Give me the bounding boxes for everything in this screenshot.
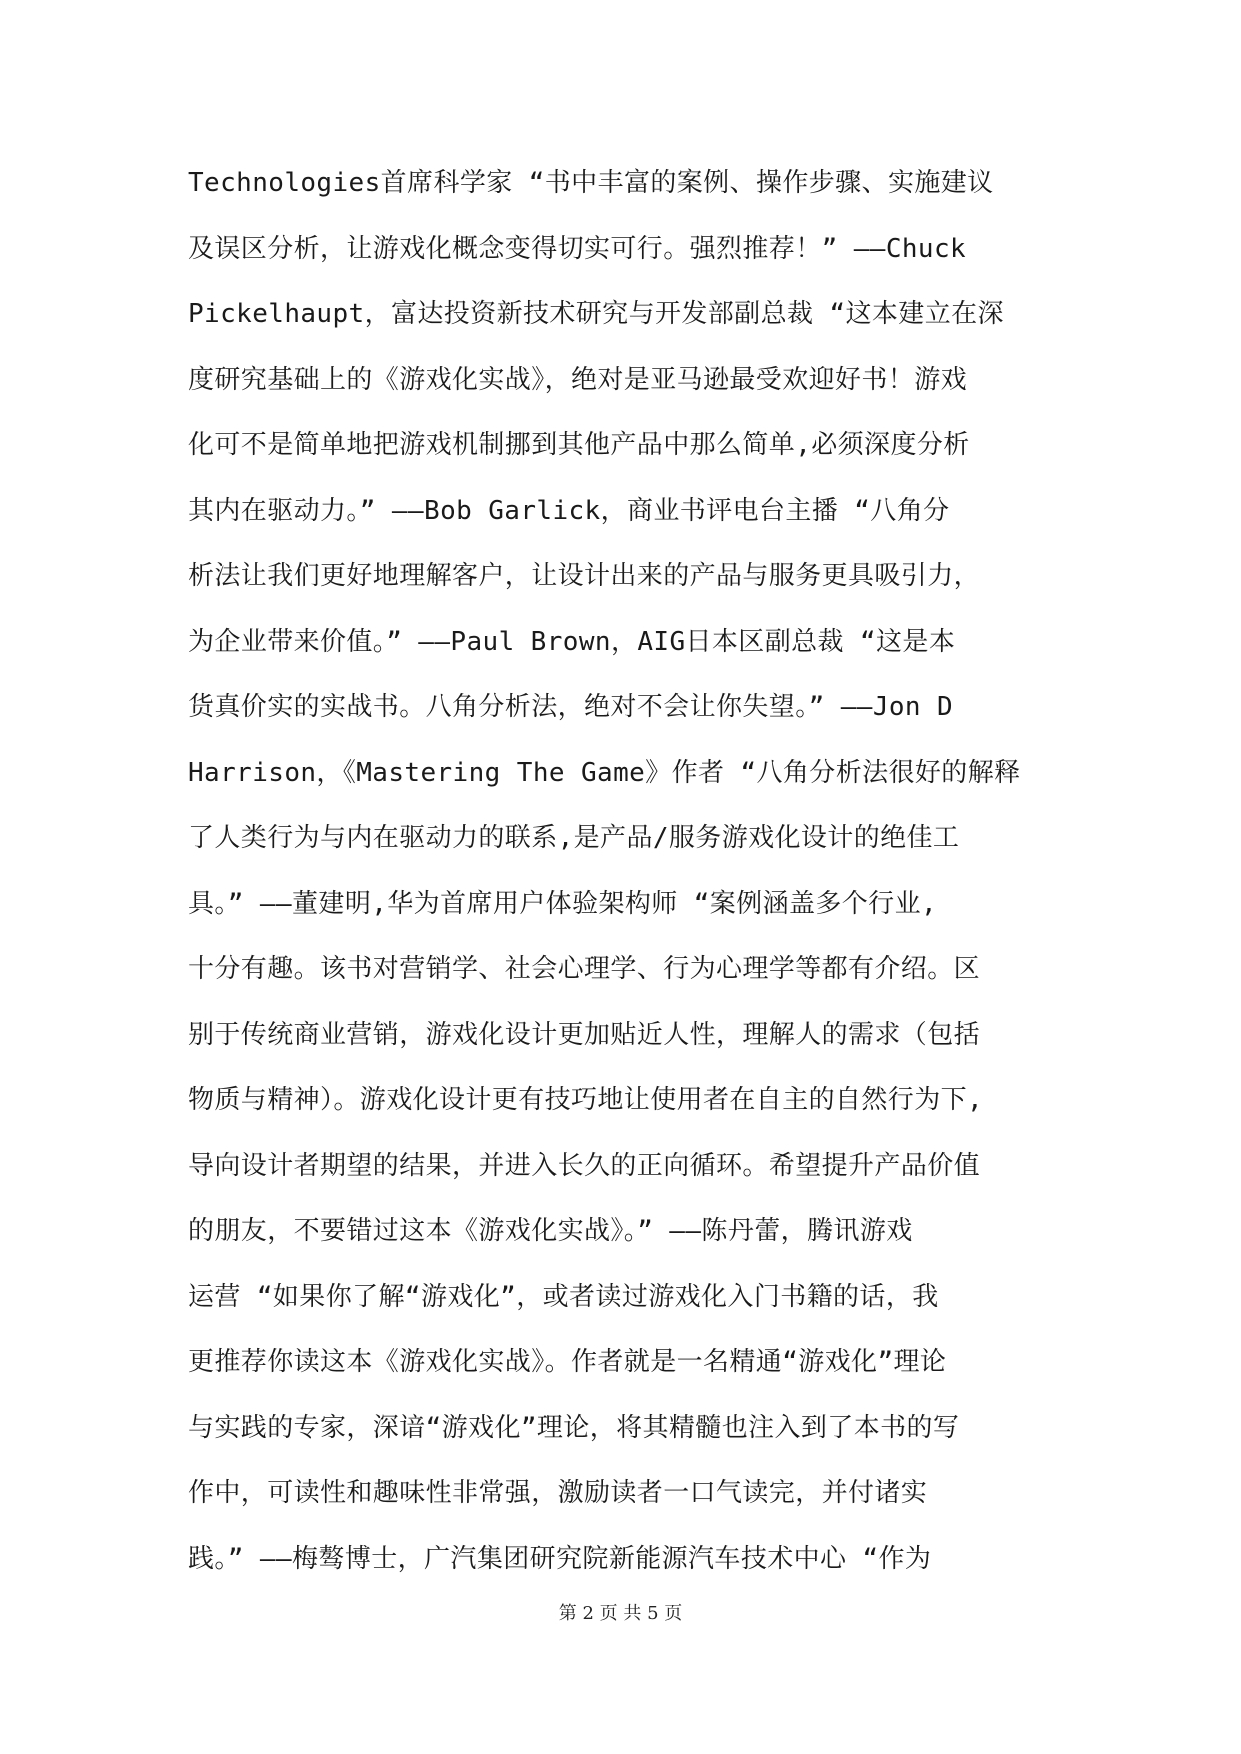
text-line: 物质与精神）。游戏化设计更有技巧地让使用者在自主的自然行为下, [188, 1085, 984, 1115]
text-line: 为企业带来价值。” ——Paul Brown，AIG日本区副总裁 “这是本 [188, 626, 956, 657]
text-line: 别于传统商业营销，游戏化设计更加贴近人性，理解人的需求（包括 [188, 1019, 981, 1050]
text-line: 货真价实的实战书。八角分析法，绝对不会让你失望。” ——Jon D [188, 692, 954, 722]
page-number-footer: 第 2 页 共 5 页 [558, 1603, 683, 1624]
text-line: 了人类行为与内在驱动力的联系,是产品/服务游戏化设计的绝佳工 [188, 823, 960, 853]
text-line: 度研究基础上的《游戏化实战》，绝对是亚马逊最受欢迎好书！游戏 [188, 364, 968, 395]
text-line: 作中，可读性和趣味性非常强，激励读者一口气读完，并付诸实 [188, 1478, 928, 1508]
text-line: 十分有趣。该书对营销学、社会心理学、行为心理学等都有介绍。区 [188, 954, 981, 984]
text-line: 导向设计者期望的结果，并进入长久的正向循环。希望提升产品价值 [188, 1150, 981, 1181]
text-line: 运营 “如果你了解“游戏化”，或者读过游戏化入门书籍的话，我 [188, 1281, 939, 1312]
text-line: 及误区分析，让游戏化概念变得切实可行。强烈推荐！” ——Chuck [188, 233, 967, 264]
text-line: 更推荐你读这本《游戏化实战》。作者就是一名精通“游戏化”理论 [188, 1347, 947, 1377]
text-line: 具。” ——董建明,华为首席用户体验架构师 “案例涵盖多个行业, [188, 888, 938, 919]
text-line: 的朋友，不要错过这本《游戏化实战》。” ——陈丹蕾，腾讯游戏 [188, 1216, 913, 1246]
text-line: Harrison，《Mastering The Game》作者 “八角分析法很好的解释 [188, 757, 1021, 788]
text-line: 与实践的专家，深谙“游戏化”理论，将其精髓也注入到了本书的写 [188, 1412, 960, 1443]
text-line: 化可不是简单地把游戏机制挪到其他产品中那么简单,必须深度分析 [188, 430, 970, 460]
text-line: 析法让我们更好地理解客户，让设计出来的产品与服务更具吸引力， [188, 561, 981, 591]
text-line: 践。” ——梅骜博士，广汽集团研究院新能源汽车技术中心 “作为 [188, 1543, 932, 1574]
text-line: 其内在驱动力。” ——Bob Garlick，商业书评电台主播 “八角分 [188, 495, 950, 526]
text-line: Pickelhaupt，富达投资新技术研究与开发部副总裁 “这本建立在深 [188, 299, 1004, 329]
text-line: Technologies首席科学家 “书中丰富的案例、操作步骤、实施建议 [188, 168, 994, 198]
body-text [188, 162, 1068, 1603]
